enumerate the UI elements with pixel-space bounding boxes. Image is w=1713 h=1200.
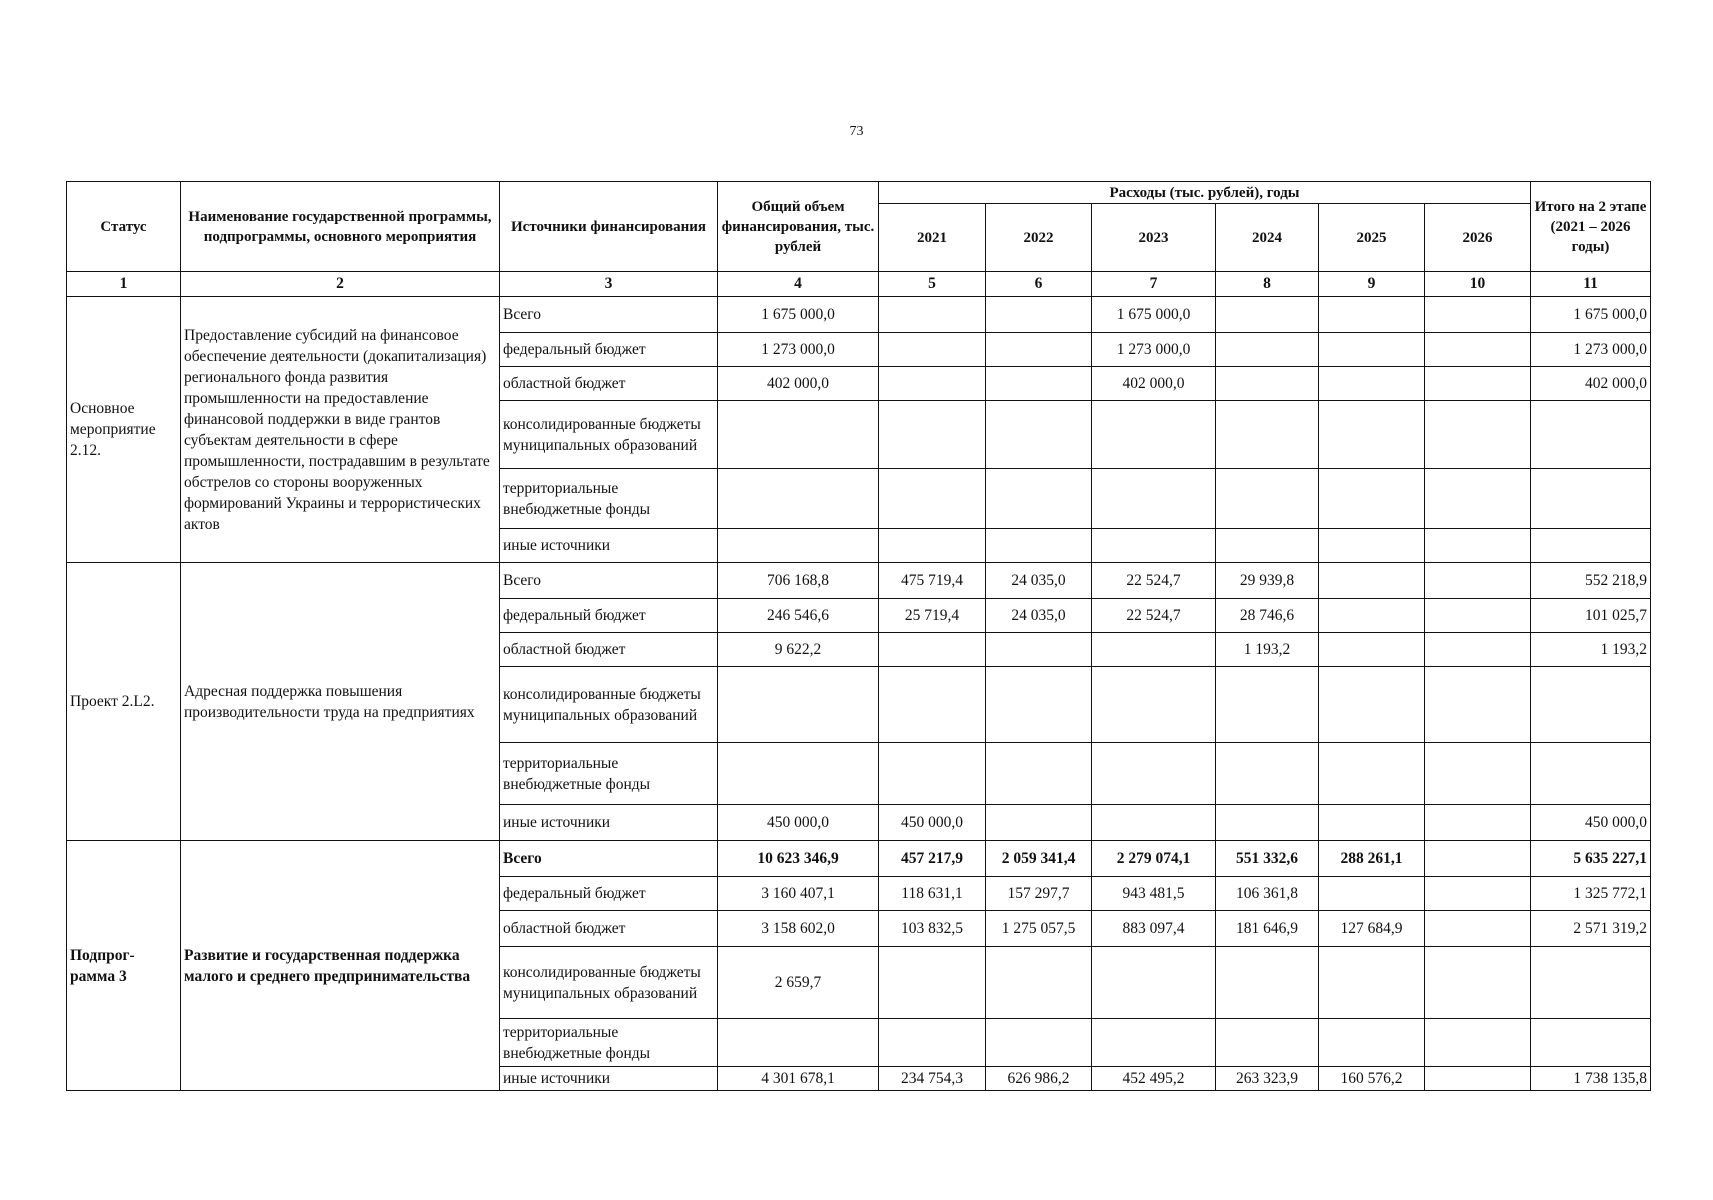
total-volume-cell <box>718 401 879 469</box>
year-value-cell: 28 746,6 <box>1216 599 1319 633</box>
year-value-cell <box>1319 333 1425 367</box>
year-value-cell <box>986 529 1092 563</box>
year-value-cell: 22 524,7 <box>1092 599 1216 633</box>
year-value-cell <box>1216 1019 1319 1067</box>
year-value-cell <box>879 333 986 367</box>
year-value-cell: 626 986,2 <box>986 1067 1092 1091</box>
year-value-cell <box>1425 401 1531 469</box>
year-value-cell: 2 059 341,4 <box>986 841 1092 877</box>
year-value-cell <box>986 633 1092 667</box>
year-value-cell <box>1092 1019 1216 1067</box>
year-value-cell <box>1425 947 1531 1019</box>
year-value-cell: 181 646,9 <box>1216 911 1319 947</box>
year-value-cell <box>1425 877 1531 911</box>
total-volume-cell: 2 659,7 <box>718 947 879 1019</box>
year-value-cell: 25 719,4 <box>879 599 986 633</box>
year-value-cell <box>1092 529 1216 563</box>
column-number: 3 <box>500 272 718 297</box>
year-value-cell: 22 524,7 <box>1092 563 1216 599</box>
column-numbers-row <box>67 272 1651 297</box>
year-value-cell <box>1425 529 1531 563</box>
stage-total-cell: 1 273 000,0 <box>1531 333 1651 367</box>
year-value-cell <box>1319 877 1425 911</box>
stage-total-cell: 1 325 772,1 <box>1531 877 1651 911</box>
year-value-cell <box>1216 743 1319 805</box>
stage-total-cell: 1 675 000,0 <box>1531 297 1651 333</box>
header-year: 2025 <box>1319 204 1425 272</box>
year-value-cell <box>1216 367 1319 401</box>
column-number: 7 <box>1092 272 1216 297</box>
year-value-cell <box>1319 667 1425 743</box>
stage-total-cell: 5 635 227,1 <box>1531 841 1651 877</box>
year-value-cell <box>879 667 986 743</box>
year-value-cell <box>1319 563 1425 599</box>
funding-source: консолидированные бюджеты муниципальных образований <box>500 667 718 743</box>
year-value-cell <box>879 529 986 563</box>
year-value-cell: 1 675 000,0 <box>1092 297 1216 333</box>
total-volume-cell <box>718 667 879 743</box>
stage-total-cell <box>1531 1019 1651 1067</box>
header-year: 2023 <box>1092 204 1216 272</box>
column-number: 4 <box>718 272 879 297</box>
year-value-cell <box>1092 469 1216 529</box>
year-value-cell <box>1216 297 1319 333</box>
year-value-cell <box>986 743 1092 805</box>
header-year: 2024 <box>1216 204 1319 272</box>
stage-total-cell <box>1531 401 1651 469</box>
funding-source: Всего <box>500 563 718 599</box>
year-value-cell <box>1216 401 1319 469</box>
funding-source: территориальные внебюджетные фонды <box>500 743 718 805</box>
year-value-cell: 1 273 000,0 <box>1092 333 1216 367</box>
total-volume-cell: 10 623 346,9 <box>718 841 879 877</box>
table-row <box>67 563 1651 599</box>
stage-total-cell <box>1531 529 1651 563</box>
column-number: 11 <box>1531 272 1651 297</box>
stage-total-cell: 1 193,2 <box>1531 633 1651 667</box>
year-value-cell <box>879 469 986 529</box>
year-value-cell <box>879 297 986 333</box>
year-value-cell: 402 000,0 <box>1092 367 1216 401</box>
year-value-cell <box>1425 297 1531 333</box>
column-number: 8 <box>1216 272 1319 297</box>
year-value-cell <box>1216 805 1319 841</box>
financing-table <box>66 181 1651 1091</box>
funding-source: областной бюджет <box>500 911 718 947</box>
year-value-cell: 157 297,7 <box>986 877 1092 911</box>
total-volume-cell: 9 622,2 <box>718 633 879 667</box>
funding-source: иные источники <box>500 529 718 563</box>
funding-source: территориальные внебюджетные фонды <box>500 1019 718 1067</box>
total-volume-cell: 246 546,6 <box>718 599 879 633</box>
table-row <box>67 841 1651 877</box>
year-value-cell <box>986 1019 1092 1067</box>
year-value-cell <box>879 401 986 469</box>
stage-total-cell <box>1531 947 1651 1019</box>
year-value-cell <box>986 401 1092 469</box>
funding-source: иные источники <box>500 805 718 841</box>
header-stage-total: Итого на 2 этапе (2021 – 2026 годы) <box>1531 182 1651 272</box>
year-value-cell <box>986 469 1092 529</box>
year-value-cell <box>986 805 1092 841</box>
stage-total-cell <box>1531 743 1651 805</box>
year-value-cell <box>1319 599 1425 633</box>
column-number: 10 <box>1425 272 1531 297</box>
year-value-cell: 24 035,0 <box>986 599 1092 633</box>
funding-source: консолидированные бюджеты муниципальных образований <box>500 401 718 469</box>
year-value-cell <box>1425 599 1531 633</box>
year-value-cell: 103 832,5 <box>879 911 986 947</box>
year-value-cell <box>1425 1067 1531 1091</box>
year-value-cell <box>1216 667 1319 743</box>
row-status: Основное мероприятие 2.12. <box>67 297 181 563</box>
year-value-cell: 551 332,6 <box>1216 841 1319 877</box>
column-number: 6 <box>986 272 1092 297</box>
year-value-cell <box>1425 333 1531 367</box>
year-value-cell: 288 261,1 <box>1319 841 1425 877</box>
year-value-cell: 127 684,9 <box>1319 911 1425 947</box>
year-value-cell <box>1425 743 1531 805</box>
year-value-cell: 118 631,1 <box>879 877 986 911</box>
year-value-cell <box>1425 367 1531 401</box>
total-volume-cell: 3 158 602,0 <box>718 911 879 947</box>
year-value-cell <box>1319 947 1425 1019</box>
year-value-cell <box>1425 1019 1531 1067</box>
year-value-cell: 450 000,0 <box>879 805 986 841</box>
column-number: 2 <box>181 272 500 297</box>
total-volume-cell: 450 000,0 <box>718 805 879 841</box>
year-value-cell <box>1216 469 1319 529</box>
funding-source: территориальные внебюджетные фонды <box>500 469 718 529</box>
year-value-cell: 263 323,9 <box>1216 1067 1319 1091</box>
header-status: Статус <box>67 182 181 272</box>
year-value-cell <box>879 633 986 667</box>
year-value-cell <box>986 367 1092 401</box>
row-status: Подпрог- рамма 3 <box>67 841 181 1091</box>
year-value-cell <box>1319 297 1425 333</box>
stage-total-cell: 2 571 319,2 <box>1531 911 1651 947</box>
year-value-cell <box>1216 529 1319 563</box>
header-name: Наименование государственной программы, подпрограммы, основного мероприятия <box>181 182 500 272</box>
year-value-cell <box>1319 401 1425 469</box>
funding-source: областной бюджет <box>500 367 718 401</box>
year-value-cell <box>1092 947 1216 1019</box>
year-value-cell <box>1425 667 1531 743</box>
funding-source: Всего <box>500 841 718 877</box>
year-value-cell <box>1319 367 1425 401</box>
header-year: 2021 <box>879 204 986 272</box>
year-value-cell <box>879 947 986 1019</box>
year-value-cell <box>1425 805 1531 841</box>
year-value-cell <box>1319 743 1425 805</box>
year-value-cell <box>1319 469 1425 529</box>
row-name: Предоставление субсидий на финансовое обеспечение деятельности (докапитализация) регионального фонда развития промышленности на предоставление финансовой поддержки в виде грантов субъектам деятельности в сфере промышленности, пострадавшим в результате обстрелов со стороны вооруженных формирований Украины и террористических актов <box>181 297 500 563</box>
stage-total-cell: 402 000,0 <box>1531 367 1651 401</box>
year-value-cell <box>1216 947 1319 1019</box>
column-number: 1 <box>67 272 181 297</box>
stage-total-cell: 101 025,7 <box>1531 599 1651 633</box>
total-volume-cell: 3 160 407,1 <box>718 877 879 911</box>
year-value-cell: 883 097,4 <box>1092 911 1216 947</box>
year-value-cell <box>1425 469 1531 529</box>
year-value-cell: 234 754,3 <box>879 1067 986 1091</box>
funding-source: областной бюджет <box>500 633 718 667</box>
row-name: Адресная поддержка повышения производительности труда на предприятиях <box>181 563 500 841</box>
header-expenses: Расходы (тыс. рублей), годы <box>879 182 1531 204</box>
total-volume-cell: 4 301 678,1 <box>718 1067 879 1091</box>
total-volume-cell <box>718 529 879 563</box>
total-volume-cell: 1 675 000,0 <box>718 297 879 333</box>
year-value-cell <box>879 367 986 401</box>
year-value-cell <box>1425 633 1531 667</box>
year-value-cell <box>1319 805 1425 841</box>
year-value-cell <box>879 1019 986 1067</box>
year-value-cell: 475 719,4 <box>879 563 986 599</box>
total-volume-cell <box>718 1019 879 1067</box>
table-row <box>67 297 1651 333</box>
header-year: 2022 <box>986 204 1092 272</box>
page-number: 73 <box>849 124 864 139</box>
funding-source: федеральный бюджет <box>500 333 718 367</box>
year-value-cell: 160 576,2 <box>1319 1067 1425 1091</box>
year-value-cell <box>1216 333 1319 367</box>
header-year: 2026 <box>1425 204 1531 272</box>
year-value-cell <box>879 743 986 805</box>
year-value-cell <box>986 947 1092 1019</box>
total-volume-cell <box>718 469 879 529</box>
year-value-cell <box>1425 563 1531 599</box>
funding-source: Всего <box>500 297 718 333</box>
row-name: Развитие и государственная поддержка малого и среднего предпринимательства <box>181 841 500 1091</box>
stage-total-cell: 552 218,9 <box>1531 563 1651 599</box>
year-value-cell: 29 939,8 <box>1216 563 1319 599</box>
funding-source: иные источники <box>500 1067 718 1091</box>
total-volume-cell: 1 273 000,0 <box>718 333 879 367</box>
year-value-cell <box>1319 633 1425 667</box>
year-value-cell <box>1092 743 1216 805</box>
year-value-cell <box>1092 401 1216 469</box>
header-total-volume: Общий объем финансирования, тыс. рублей <box>718 182 879 272</box>
year-value-cell <box>986 667 1092 743</box>
column-number: 9 <box>1319 272 1425 297</box>
year-value-cell <box>1092 633 1216 667</box>
total-volume-cell: 402 000,0 <box>718 367 879 401</box>
year-value-cell: 943 481,5 <box>1092 877 1216 911</box>
year-value-cell <box>1092 805 1216 841</box>
year-value-cell: 1 193,2 <box>1216 633 1319 667</box>
total-volume-cell: 706 168,8 <box>718 563 879 599</box>
funding-source: федеральный бюджет <box>500 877 718 911</box>
total-volume-cell <box>718 743 879 805</box>
year-value-cell: 457 217,9 <box>879 841 986 877</box>
stage-total-cell: 450 000,0 <box>1531 805 1651 841</box>
year-value-cell: 24 035,0 <box>986 563 1092 599</box>
header-sources: Источники финансирования <box>500 182 718 272</box>
year-value-cell <box>986 333 1092 367</box>
stage-total-cell <box>1531 469 1651 529</box>
year-value-cell <box>1319 1019 1425 1067</box>
stage-total-cell <box>1531 667 1651 743</box>
year-value-cell <box>1092 667 1216 743</box>
year-value-cell: 106 361,8 <box>1216 877 1319 911</box>
year-value-cell: 1 275 057,5 <box>986 911 1092 947</box>
funding-source: консолидированные бюджеты муниципальных образований <box>500 947 718 1019</box>
funding-source: федеральный бюджет <box>500 599 718 633</box>
year-value-cell: 452 495,2 <box>1092 1067 1216 1091</box>
year-value-cell <box>1425 911 1531 947</box>
stage-total-cell: 1 738 135,8 <box>1531 1067 1651 1091</box>
year-value-cell <box>986 297 1092 333</box>
year-value-cell <box>1319 529 1425 563</box>
year-value-cell <box>1425 841 1531 877</box>
year-value-cell: 2 279 074,1 <box>1092 841 1216 877</box>
column-number: 5 <box>879 272 986 297</box>
row-status: Проект 2.L2. <box>67 563 181 841</box>
